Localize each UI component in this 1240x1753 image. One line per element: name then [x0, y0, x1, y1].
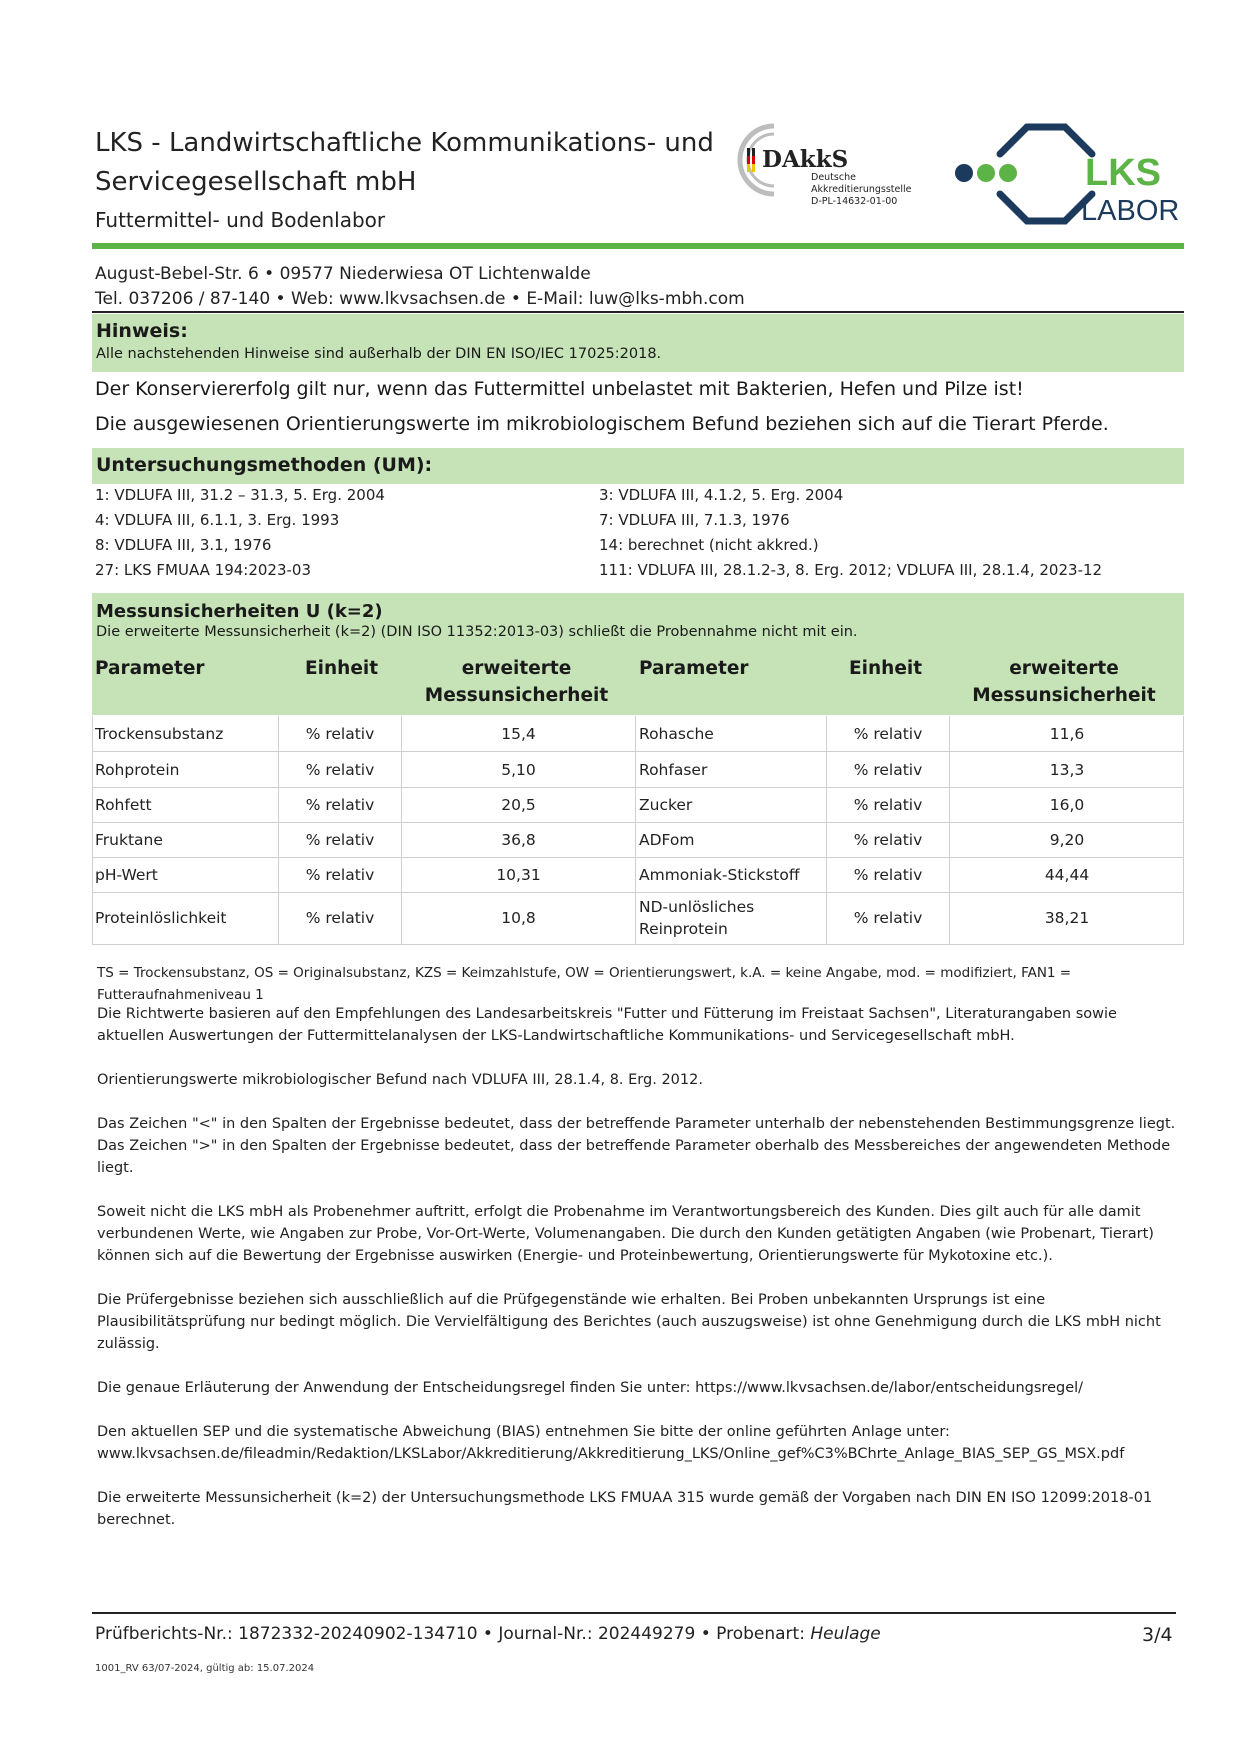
zeichen-line3: liegt. — [97, 1160, 134, 1176]
report-footer — [95, 1624, 881, 1644]
col-header-uncertainty-2 — [944, 655, 1184, 709]
dakks-line1: Deutsche — [811, 172, 856, 183]
mu-line1: Die erweiterte Messunsicherheit (k=2) der Untersuchungsmethode LKS FMUAA 315 wurde gemäß der Vorgaben nach DIN EN ISO 12099:2018-01 — [97, 1490, 1153, 1506]
cell-unit: % relativ — [305, 909, 375, 927]
col-header-uncertainty-2-l2: Messunsicherheit — [972, 685, 1156, 706]
mu-line2: berechnet. — [97, 1512, 176, 1528]
cell-unit-2: % relativ — [853, 865, 923, 884]
sample-type: Heulage — [810, 1624, 881, 1644]
cell-uncertainty: 10,8 — [501, 909, 536, 927]
cell-parameter: Fruktane — [95, 830, 163, 849]
cell-uncertainty-2: 16,0 — [1049, 795, 1085, 814]
cell-unit: % relativ — [305, 760, 375, 779]
col-header-uncertainty-l2: Messunsicherheit — [424, 685, 609, 706]
pruef-line2: Plausibilitätsprüfung nur bedingt möglich. Die Vervielfältigung des Berichtes (auch auszugsweise) ist ohne Genehmigung durch die LKS mbH nicht — [97, 1314, 1161, 1330]
richtwerte-line2: aktuellen Auswertungen der Futtermittelanalysen der LKS-Landwirtschaftliche Kommunikations- und Servicegesellschaft mbH. — [97, 1028, 1015, 1044]
lks-labor-logo — [955, 120, 1185, 232]
sep-line1: Den aktuellen SEP und die systematische Abweichung (BIAS) entnehmen Sie bitte der online geführten Anlage unter: — [97, 1424, 950, 1440]
method-item: 3: VDLUFA III, 4.1.2, 5. Erg. 2004 — [599, 486, 844, 504]
cell-uncertainty: 15,4 — [501, 724, 536, 743]
methods-header — [92, 448, 1184, 484]
cell-unit-2: % relativ — [853, 795, 923, 814]
method-item: 4: VDLUFA III, 6.1.1, 3. Erg. 1993 — [95, 511, 340, 529]
dakks-name: DAkkS — [762, 146, 849, 173]
zeichen-line1: Das Zeichen "<" in den Spalten der Ergebnisse bedeutet, dass der betreffende Parameter unterhalb der nebenstehenden Bestimmungsgrenze liegt. — [97, 1116, 1176, 1132]
hinweis-text: Alle nachstehenden Hinweise sind außerhalb der DIN EN ISO/IEC 17025:2018. — [96, 346, 662, 362]
company-name-line2: Servicegesellschaft mbH — [95, 167, 417, 197]
cell-parameter-2-line2: Reinprotein — [639, 920, 728, 938]
zeichen-note — [97, 1113, 1187, 1179]
cell-uncertainty: 36,8 — [501, 830, 536, 849]
cell-uncertainty: 20,5 — [501, 795, 536, 814]
dakks-details — [811, 172, 912, 208]
header-divider — [92, 243, 1184, 249]
page-number: 3/4 — [1142, 1624, 1173, 1646]
cell-unit-2: % relativ — [853, 830, 923, 849]
table-border — [92, 716, 1184, 944]
entscheidungsregel-note: Die genaue Erläuterung der Anwendung der Entscheidungsregel finden Sie unter: https://www.lkvsachsen.de/labor/entscheidungsregel/ — [97, 1380, 1084, 1396]
form-id: 1001_RV 63/07-2024, gültig ab: 15.07.2024 — [95, 1663, 315, 1674]
hinweis-title: Hinweis: — [96, 320, 188, 342]
footer-divider — [92, 1612, 1176, 1614]
cell-unit-2: % relativ — [853, 724, 923, 743]
method-item: 8: VDLUFA III, 3.1, 1976 — [95, 536, 272, 554]
dakks-logo — [738, 124, 928, 207]
richtwerte-line1: Die Richtwerte basieren auf den Empfehlungen des Landesarbeitskreis "Futter und Fütterung im Freistaat Sachsen", Literaturangaben sowie — [97, 1006, 1117, 1022]
col-header-unit-2: Einheit — [849, 658, 923, 679]
company-name-line1: LKS - Landwirtschaftliche Kommunikations- und — [95, 128, 714, 158]
sep-note — [97, 1421, 1187, 1465]
statement-orientation: Die ausgewiesenen Orientierungswerte im mikrobiologischem Befund beziehen sich auf die Tierart Pferde. — [95, 413, 1109, 435]
messunsicherheit-note — [97, 1487, 1187, 1531]
zeichen-line2: Das Zeichen ">" in den Spalten der Ergebnisse bedeutet, dass der betreffende Parameter oberhalb des Messbereiches der angewendeten Methode — [97, 1138, 1171, 1154]
cell-parameter: Rohprotein — [95, 760, 180, 779]
method-item: 7: VDLUFA III, 7.1.3, 1976 — [599, 511, 790, 529]
address-divider — [92, 311, 1184, 313]
method-item: 27: LKS FMUAA 194:2023-03 — [95, 561, 312, 579]
statement-preservation: Der Konserviererfolg gilt nur, wenn das Futtermittel unbelastet mit Bakterien, Hefen und Pilze ist! — [95, 378, 1024, 400]
col-header-parameter: Parameter — [95, 658, 205, 679]
cell-uncertainty: 10,31 — [496, 865, 541, 884]
row-divider — [92, 944, 1184, 945]
cell-uncertainty-2: 44,44 — [1044, 865, 1090, 884]
dakks-accreditation-number: D-PL-14632-01-00 — [811, 196, 898, 207]
col-header-uncertainty — [400, 655, 633, 709]
cell-unit: % relativ — [305, 795, 375, 814]
cell-parameter-2: Ammoniak-Stickstoff — [639, 865, 800, 884]
cell-parameter-2: Zucker — [639, 795, 693, 814]
report-number: Prüfberichts-Nr.: 1872332-20240902-134710 • Journal-Nr.: 202449279 • Probenart: — [95, 1624, 811, 1644]
dakks-line2: Akkreditierungsstelle — [811, 184, 912, 195]
lab-subtitle: Futtermittel- und Bodenlabor — [95, 208, 386, 232]
cell-parameter-2: ADFom — [639, 830, 695, 849]
sep-line2: www.lkvsachsen.de/fileadmin/Redaktion/LKSLabor/Akkreditierung/Akkreditierung_LKS/Online_gef%C3%BChrte_Anlage_BIAS_SEP_GS_MSX.pdf — [97, 1446, 1125, 1462]
abbreviation-note: TS = Trockensubstanz, OS = Originalsubstanz, KZS = Keimzahlstufe, OW = Orientierungswert, k.A. = keine Angabe, mod. = modifiziert, FAN1 = Futteraufnahmeniveau 1 — [97, 965, 1072, 1003]
cell-unit: % relativ — [305, 830, 375, 849]
method-item: 111: VDLUFA III, 28.1.2-3, 8. Erg. 2012; VDLUFA III, 28.1.4, 2023-12 — [599, 561, 1103, 579]
col-header-uncertainty-l1: erweiterte — [461, 658, 572, 679]
hinweis-box — [92, 314, 1184, 372]
contact-line: Tel. 037206 / 87-140 • Web: www.lkvsachsen.de • E-Mail: luw@lks-mbh.com — [95, 289, 745, 309]
cell-unit: % relativ — [305, 724, 375, 743]
cell-parameter: Proteinlöslichkeit — [95, 909, 227, 927]
cell-uncertainty: 5,10 — [501, 760, 536, 779]
cell-uncertainty-2: 11,6 — [1049, 724, 1085, 743]
address-line: August-Bebel-Str. 6 • 09577 Niederwiesa OT Lichtenwalde — [95, 264, 591, 284]
pruef-line1: Die Prüfergebnisse beziehen sich ausschließlich auf die Prüfgegenstände wie erhalten. Bei Proben unbekannten Ursprungs ist eine — [97, 1292, 1046, 1308]
address-block — [95, 262, 745, 312]
orientierung-note: Orientierungswerte mikrobiologischer Befund nach VDLUFA III, 28.1.4, 8. Erg. 2012. — [97, 1072, 703, 1088]
probe-line1: Soweit nicht die LKS mbH als Probenehmer auftritt, erfolgt die Probenahme im Verantwortungsbereich des Kunden. Dies gilt auch für alle damit — [97, 1204, 1141, 1220]
lks-octagon-icon — [955, 120, 1185, 232]
method-item: 14: berechnet (nicht akkred.) — [599, 536, 819, 554]
probenahme-note — [97, 1201, 1187, 1267]
svg-text:LABOR: LABOR — [1081, 195, 1180, 227]
col-header-uncertainty-2-l1: erweiterte — [1009, 658, 1119, 679]
methods-title: Untersuchungsmethoden (UM): — [96, 454, 433, 476]
cell-uncertainty-2: 38,21 — [1044, 909, 1090, 927]
cell-uncertainty-2: 9,20 — [1049, 830, 1085, 849]
svg-text:LKS: LKS — [1085, 152, 1161, 194]
cell-unit-2: % relativ — [853, 760, 923, 779]
pruef-line3: zulässig. — [97, 1336, 160, 1352]
cell-parameter: pH-Wert — [95, 865, 158, 884]
col-header-parameter-2: Parameter — [639, 658, 749, 679]
probe-line2: verbundenen Werte, wie Angaben zur Probe, Vor-Ort-Werte, Volumenangaben. Die durch den Kunden getätigten Angaben (wie Probenart, Tierart) — [97, 1226, 1154, 1242]
uncertainty-subtitle: Die erweiterte Messunsicherheit (k=2) (DIN ISO 11352:2013-03) schließt die Probennahme nicht mit ein. — [96, 624, 858, 640]
cell-parameter-2-line1: ND-unlösliches — [639, 898, 755, 916]
cell-unit: % relativ — [305, 865, 375, 884]
cell-parameter: Trockensubstanz — [95, 724, 224, 743]
probe-line3: können sich auf die Bewertung der Ergebnisse auswirken (Energie- und Proteinbewertung, Orientierungswerte für Mykotoxine etc.). — [97, 1248, 1053, 1264]
col-header-unit: Einheit — [305, 658, 379, 679]
cell-unit-2: % relativ — [853, 909, 923, 927]
uncertainty-title: Messunsicherheiten U (k=2) — [96, 601, 383, 622]
richtwerte-note — [97, 1003, 1187, 1047]
cell-parameter: Rohfett — [95, 795, 152, 814]
method-item: 1: VDLUFA III, 31.2 – 31.3, 5. Erg. 2004 — [95, 486, 385, 504]
company-name — [95, 124, 714, 202]
cell-parameter-2: Rohfaser — [639, 760, 708, 779]
pruefergebnisse-note — [97, 1289, 1187, 1355]
cell-uncertainty-2: 13,3 — [1049, 760, 1085, 779]
cell-parameter-2: Rohasche — [639, 724, 714, 743]
